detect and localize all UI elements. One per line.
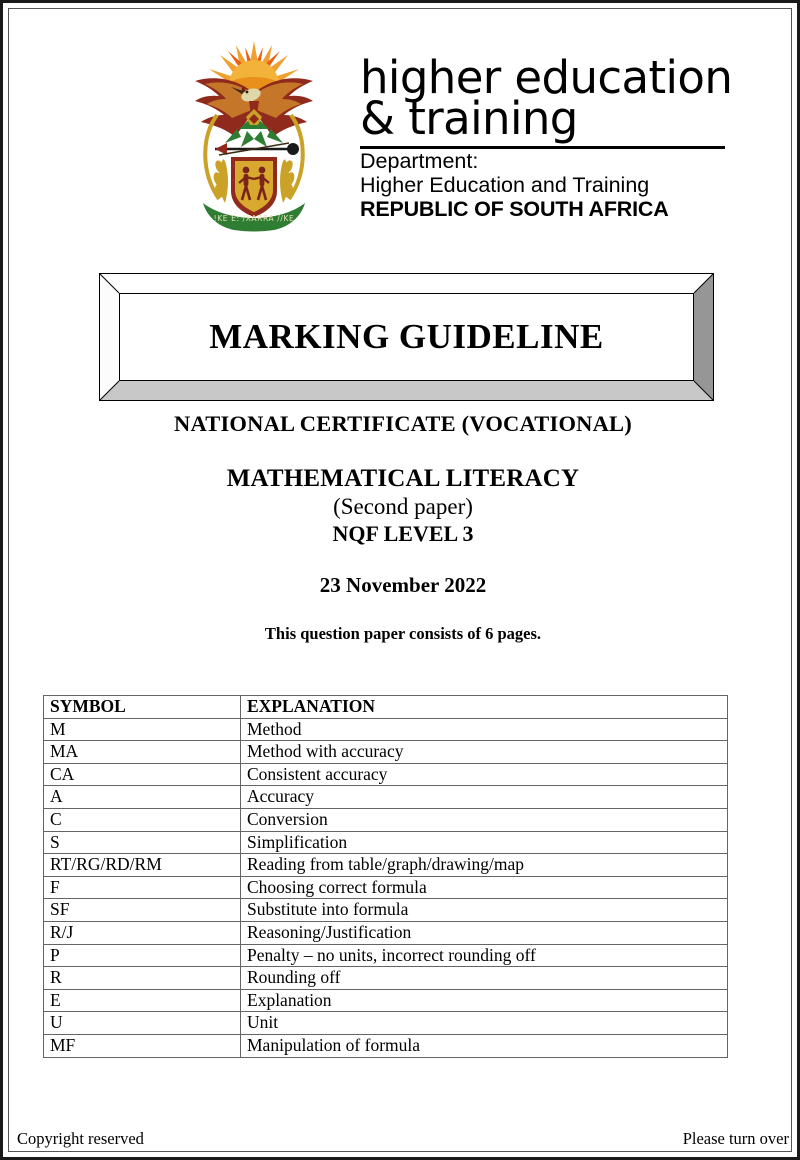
- cell-explanation: Penalty – no units, incorrect rounding off: [241, 944, 728, 967]
- column-header-explanation: EXPLANATION: [241, 696, 728, 719]
- document-header: [3, 31, 800, 236]
- subject-title: MATHEMATICAL LITERACY: [226, 465, 580, 492]
- cell-symbol: MF: [44, 1034, 241, 1057]
- table-row: [44, 921, 728, 944]
- country-name: REPUBLIC OF SOUTH AFRICA: [360, 196, 669, 221]
- cell-symbol: P: [44, 944, 241, 967]
- department-label: Department:: [360, 148, 479, 173]
- table-row: [44, 989, 728, 1012]
- logo-line-1: higher education: [360, 51, 733, 104]
- nqf-level: NQF LEVEL 3: [332, 521, 474, 546]
- table-row: [44, 876, 728, 899]
- copyright-notice: Copyright reserved: [17, 1129, 144, 1148]
- table-row: [44, 786, 728, 809]
- cell-explanation: Substitute into formula: [241, 899, 728, 922]
- table-row: [44, 718, 728, 741]
- table-row: [44, 899, 728, 922]
- table-row: [44, 1034, 728, 1057]
- cell-symbol: R/J: [44, 921, 241, 944]
- title-block: [3, 411, 800, 644]
- cell-explanation: Simplification: [241, 831, 728, 854]
- cell-symbol: S: [44, 831, 241, 854]
- cell-explanation: Conversion: [241, 808, 728, 831]
- cell-explanation: Reasoning/Justification: [241, 921, 728, 944]
- cell-symbol: C: [44, 808, 241, 831]
- department-wordmark: [360, 51, 733, 221]
- cell-explanation: Explanation: [241, 989, 728, 1012]
- table-row: [44, 831, 728, 854]
- symbol-explanation-table: [43, 695, 728, 1058]
- cell-symbol: SF: [44, 899, 241, 922]
- table-row: [44, 763, 728, 786]
- table-header-row: [44, 696, 728, 719]
- exam-date: 23 November 2022: [319, 573, 487, 597]
- svg-text:!KE E: /XARRA //KE: !KE E: /XARRA //KE: [213, 214, 295, 223]
- cell-symbol: MA: [44, 741, 241, 764]
- page-footer: [17, 1129, 789, 1149]
- table-row: [44, 741, 728, 764]
- marking-guideline-banner: [99, 273, 714, 401]
- cell-explanation: Manipulation of formula: [241, 1034, 728, 1057]
- cell-explanation: Method with accuracy: [241, 741, 728, 764]
- table-row: [44, 808, 728, 831]
- paper-designation: (Second paper): [333, 494, 473, 519]
- cell-symbol: R: [44, 967, 241, 990]
- cell-explanation: Consistent accuracy: [241, 763, 728, 786]
- logo-line-2: & training: [360, 91, 578, 145]
- column-header-symbol: SYMBOL: [44, 696, 241, 719]
- cell-symbol: A: [44, 786, 241, 809]
- certificate-title: NATIONAL CERTIFICATE (VOCATIONAL): [174, 411, 632, 436]
- south-africa-coat-of-arms-icon: [179, 33, 329, 233]
- cell-symbol: M: [44, 718, 241, 741]
- cell-symbol: E: [44, 989, 241, 1012]
- table-row: [44, 1012, 728, 1035]
- cell-explanation: Method: [241, 718, 728, 741]
- cell-symbol: U: [44, 1012, 241, 1035]
- page-count-note: This question paper consists of 6 pages.: [264, 624, 542, 643]
- cell-symbol: CA: [44, 763, 241, 786]
- cell-symbol: RT/RG/RD/RM: [44, 854, 241, 877]
- cell-explanation: Accuracy: [241, 786, 728, 809]
- cell-explanation: Rounding off: [241, 967, 728, 990]
- table-row: [44, 944, 728, 967]
- cell-explanation: Choosing correct formula: [241, 876, 728, 899]
- turn-over-notice: Please turn over: [682, 1129, 789, 1148]
- cell-symbol: F: [44, 876, 241, 899]
- cell-explanation: Unit: [241, 1012, 728, 1035]
- cell-explanation: Reading from table/graph/drawing/map: [241, 854, 728, 877]
- banner-inner-panel: [119, 293, 694, 381]
- table-row: [44, 854, 728, 877]
- table-row: [44, 967, 728, 990]
- department-name: Higher Education and Training: [360, 172, 650, 197]
- banner-title: MARKING GUIDELINE: [209, 317, 604, 356]
